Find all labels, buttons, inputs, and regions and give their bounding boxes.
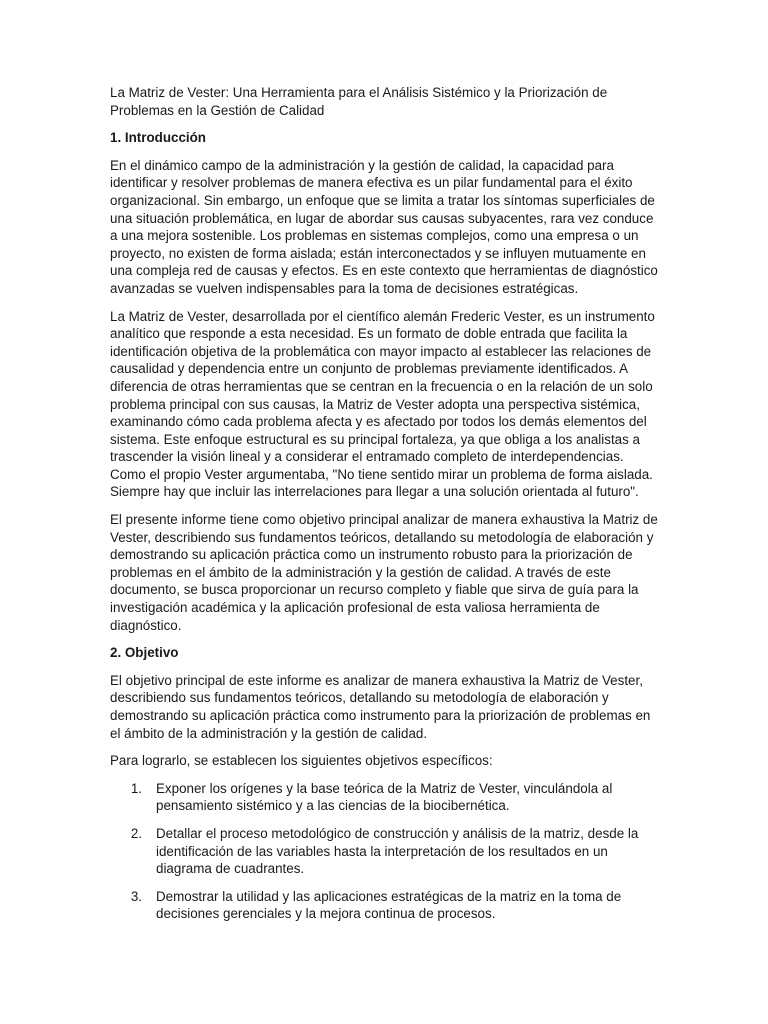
section-heading-objetivo: 2. Objetivo [110,645,179,661]
list-item [110,780,658,815]
intro-paragraph-3: El presente informe tiene como objetivo principal analizar de manera exhaustiva la Matriz de Vester, describiendo sus fundamentos teóricos, detallando su metodología de elaboración y demostrando su aplicación práctica como un instrumento robusto para la priorización de problemas en el ámbito de la administración y la gestión de calidad. A través de este documento, se busca proporcionar un recurso completo y fiable que sirva de guía para la investigación académica y la aplicación profesional de esta valiosa herramienta de diagnóstico. [110,512,658,633]
document-title: La Matriz de Vester: Una Herramienta para el Análisis Sistémico y la Priorización de Problemas en la Gestión de Calidad [110,85,608,118]
section-heading-introduccion: 1. Introducción [110,130,206,146]
objetivo-paragraph-1: El objetivo principal de este informe es analizar de manera exhaustiva la Matriz de Vester, describiendo sus fundamentos teóricos, detallando su metodología de elaboración y demostrando su aplicación práctica como instrumento para la priorización de problemas en el ámbito de la administración y la gestión de calidad. [110,672,651,741]
list-item-number: 2. [130,825,142,841]
list-item-number: 1. [130,780,142,796]
intro-paragraph-2: La Matriz de Vester, desarrollada por el científico alemán Frederic Vester, es un instrumento analítico que responde a esta necesidad. Es un formato de doble entrada que facilita la identificación objetiva de la problemática con mayor impacto al establecer las relaciones de causalidad y dependencia entre un conjunto de problemas previamente identificados. A diferencia de otras herramientas que se centran en la frecuencia o en la relación de un solo problema principal con sus causas, la Matriz de Vester adopta una perspectiva sistémica, examinando cómo cada problema afecta y es afectado por todos los demás elementos del sistema. Este enfoque estructural es su principal fortaleza, ya que obliga a los analistas a trascender la visión lineal y a considerar el entramado completo de interdependencias. Como el propio Vester argumentaba, "No tiene sentido mirar un problema de forma aislada. Siempre hay que incluir las interrelaciones para llegar a una solución orientada al futuro". [110,308,655,500]
list-item-text: Detallar el proceso metodológico de construcción y análisis de la matriz, desde la identificación de las variables hasta la interpretación de los resultados en un diagrama de cuadrantes. [156,825,639,877]
list-item-text: Exponer los orígenes y la base teórica de la Matriz de Vester, vinculándola al pensamiento sistémico y a las ciencias de la biocibernética. [156,780,613,814]
intro-paragraph-1: En el dinámico campo de la administración y la gestión de calidad, la capacidad para identificar y resolver problemas de manera efectiva es un pilar fundamental para el éxito organizacional. Sin embargo, un enfoque que se limita a tratar los síntomas superficiales de una situación problemática, en lugar de abordar sus causas subyacentes, rara vez conduce a una mejora sostenible. Los problemas en sistemas complejos, como una empresa o un proyecto, no existen de forma aislada; están interconectados y se influyen mutuamente en una compleja red de causas y efectos. Es en este contexto que herramientas de diagnóstico avanzadas se vuelven indispensables para la toma de decisiones estratégicas. [110,157,658,296]
list-item [110,825,658,878]
objetivo-paragraph-2: Para lograrlo, se establecen los siguientes objetivos específicos: [110,753,493,769]
list-item-text: Demostrar la utilidad y las aplicaciones estratégicas de la matriz en la toma de decisiones gerenciales y la mejora continua de procesos. [156,888,622,922]
objectives-list [110,780,658,923]
list-item-number: 3. [130,888,142,904]
list-item [110,888,658,923]
